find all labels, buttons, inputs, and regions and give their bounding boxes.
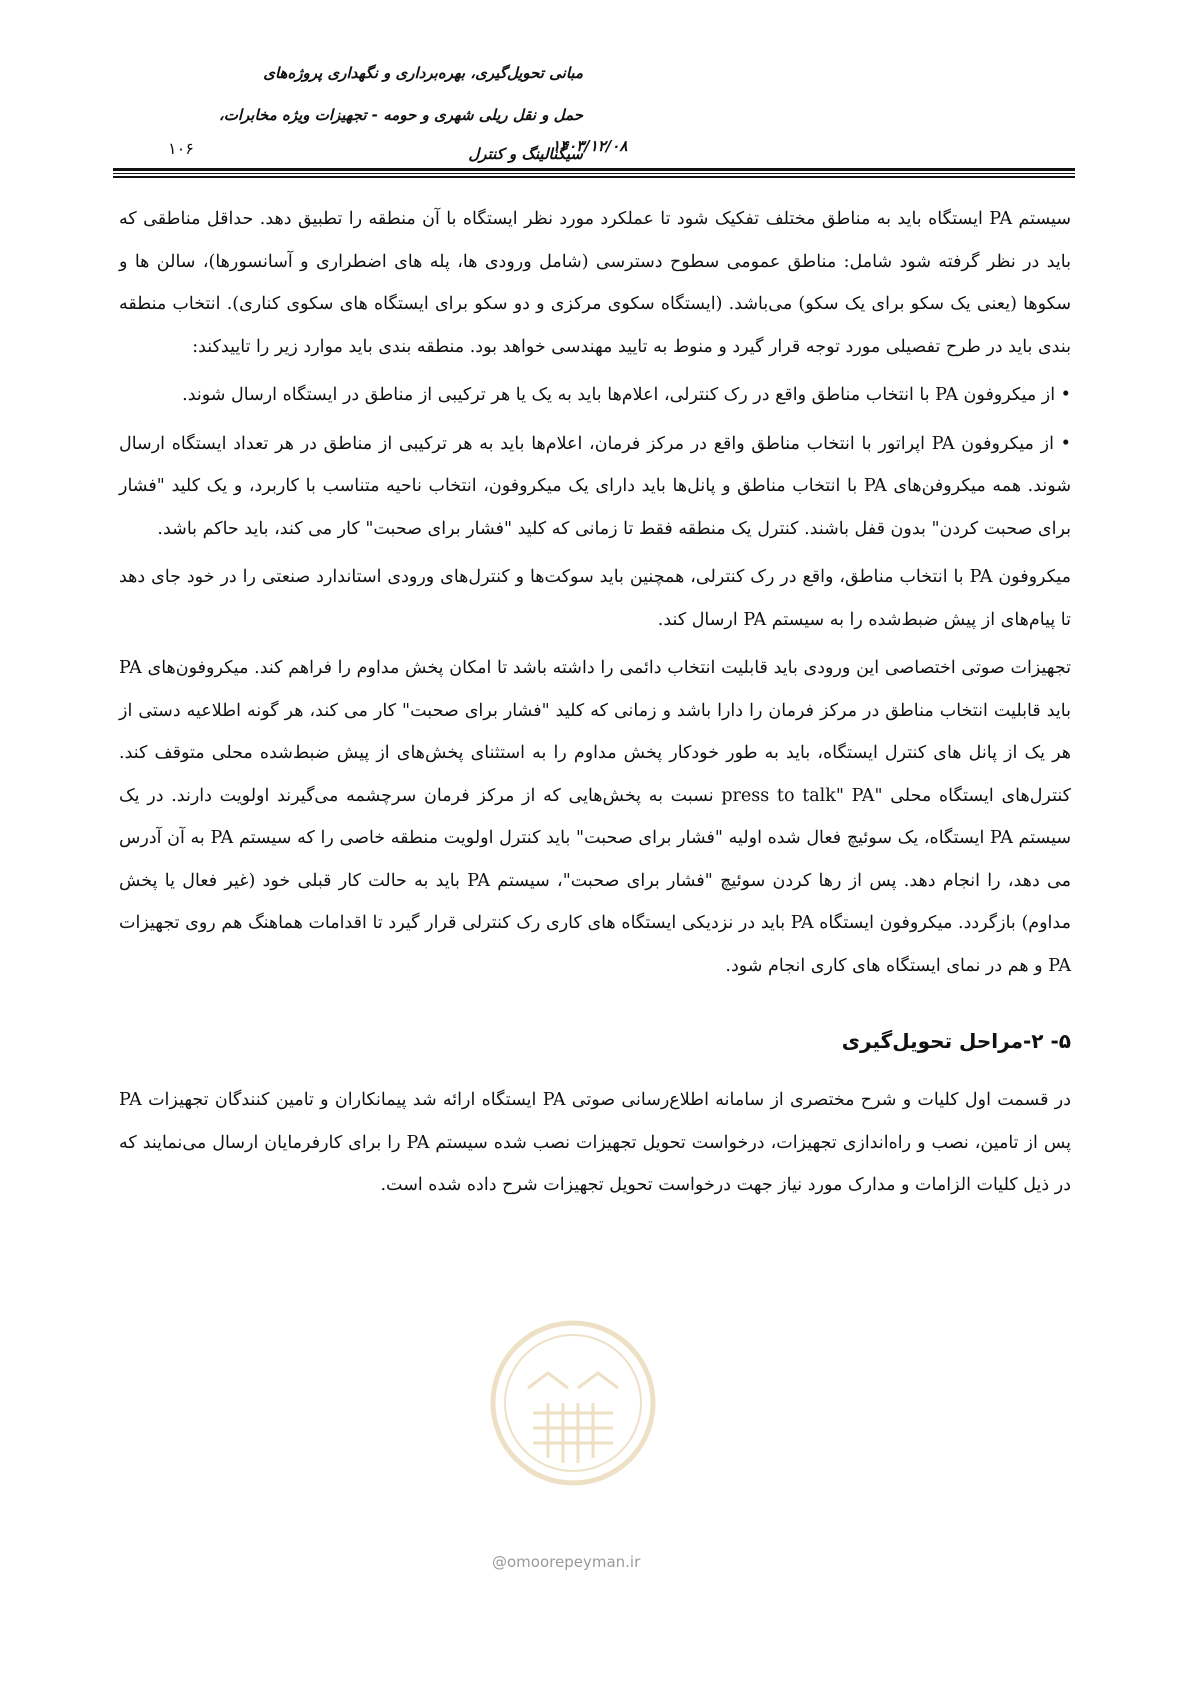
header-date: ۱۴۰۳/۱۲/۰۸ [552,137,628,155]
page-number: ۱۰۶ [168,139,194,158]
header-rule [113,168,1075,171]
paragraph: تجهیزات صوتی اختصاصی این ورودی باید قابلیت انتخاب دائمی را داشته باشد تا امکان پخش مداوم را فراهم کند. میکروفون‌های PA باید قابلیت انتخاب مناطق در مرکز فرمان را دارا باشد و زمانی که کلید "فشار برای صحبت" کار می کند، هر گونه اطلاعیه دستی از هر یک از پانل های کنترل ایستگاه، باید به طور خودکار پخش مداوم را به استثنای پخش‌های از پیش ضبط‌شده محلی متوقف کند. کنترل‌های ایستگاه محلی "press to talk" PA نسبت به پخش‌هایی که از مرکز فرمان سرچشمه می‌گیرند اولویت دارند. در یک سیستم PA ایستگاه، یک سوئیچ فعال شده اولیه "فشار برای صحبت" باید کنترل اولویت منطقه خاصی را که سیستم PA به آن آدرس می دهد، را انجام دهد. پس از رها کردن سوئیچ "فشار برای صحبت"، سیستم PA باید به حالت کار قبلی خود (غیر فعال یا پخش مداوم) بازگردد. میکروفون ایستگاه PA باید در نزدیکی ایستگاه های کاری رک کنترلی قرار گیرد تا اقدامات هماهنگ هم روی تجهیزات PA و هم در نمای ایستگاه های کاری انجام شود. [119,658,1072,976]
paragraph: میکروفون PA با انتخاب مناطق، واقع در رک کنترلی، همچنین باید سوکت‌ها و کنترل‌های ورودی استاندارد صنعتی را در خود جای دهد تا پیام‌های از پیش ضبط‌شده را به سیستم PA ارسال کند. [119,567,1072,630]
document-body [119,198,1071,1213]
watermark-site: @omoorepeyman.ir [492,1553,641,1571]
paragraph: سیستم PA ایستگاه باید به مناطق مختلف تفکیک شود تا عملکرد مورد نظر ایستگاه با آن منطقه را تطبیق دهد. حداقل مناطقی که باید در نظر گرفته شود شامل: مناطق عمومی سطوح دسترسی (شامل ورودی ها، پله های اضطراری و آسانسورها)، سالن ها و سکوها (یعنی یک سکو برای یک سکو) می‌باشد. (ایستگاه سکوی مرکزی و دو سکو برای ایستگاه های سکوی کناری). انتخاب منطقه بندی باید در طرح تفصیلی مورد توجه قرار گیرد و منوط به تایید مهندسی خواهد بود. منطقه بندی باید موارد زیر را تاییدکند: [119,209,1072,357]
section-heading: ۵- ۲-مراحل تحویل‌گیری [841,1029,1071,1053]
bullet-paragraph: • از میکروفون PA اپراتور با انتخاب مناطق واقع در مرکز فرمان، اعلام‌ها باید به هر ترکیبی از مناطق در هر تعداد ایستگاه ارسال شوند. همه میکروفن‌های PA با انتخاب مناطق و پانل‌ها باید دارای یک میکروفون، انتخاب ناحیه متناسب با کاربرد، و یک کلید "فشار برای صحبت کردن" بدون قفل باشند. کنترل یک منطقه فقط تا زمانی که کلید "فشار برای صحبت" کار می کند، باید حاکم باشد. [119,423,1071,551]
bullet-paragraph: • از میکروفون PA با انتخاب مناطق واقع در رک کنترلی، اعلام‌ها باید به یک یا هر ترکیبی از مناطق در ایستگاه ارسال شوند. [119,374,1071,417]
header-title-line2: حمل و نقل ریلی شهری و حومه - تجهیزات ویژه مخابرات، [218,106,583,124]
header-title-line3: سیگنالینگ و کنترل [468,145,583,163]
header-rule [113,173,1075,174]
section-paragraph: در قسمت اول کلیات و شرح مختصری از سامانه اطلاع‌رسانی صوتی PA ایستگاه ارائه شد پیمانکاران و تامین کنندگان تجهیزات PA پس از تامین، نصب و راه‌اندازی تجهیزات، درخواست تحویل تجهیزات نصب شده سیستم PA را برای کارفرمایان ارسال می‌نمایند که در ذیل کلیات الزامات و مدارک مورد نیاز جهت درخواست تحویل تجهیزات شرح داده شده است. [119,1090,1072,1195]
header-title-line1: مبانی تحویل‌گیری، بهره‌برداری و نگهداری پروژه‌های [263,64,583,82]
header-rule [113,176,1075,178]
watermark-logo [488,1318,658,1488]
